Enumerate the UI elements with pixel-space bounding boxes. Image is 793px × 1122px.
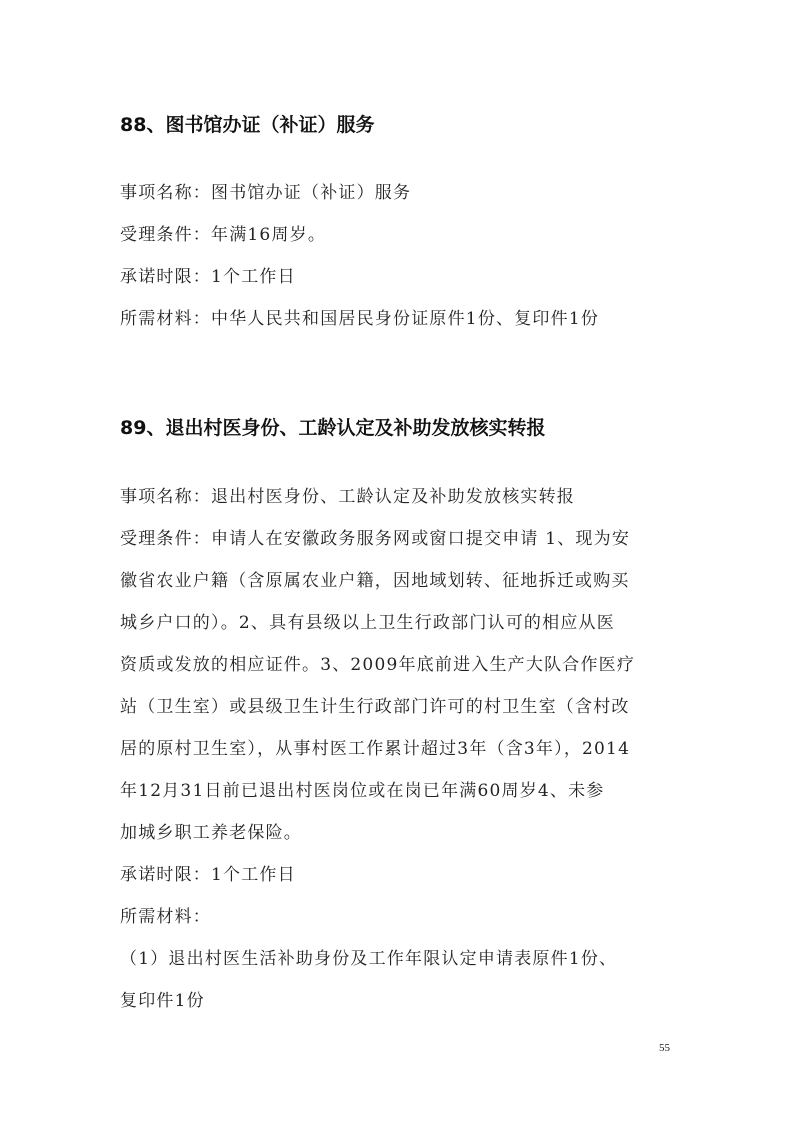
section-89-condition-line-3: 城乡户口的）。2、具有县级以上卫生行政部门认可的相应从医 <box>120 613 615 633</box>
section-89-heading: 89、退出村医身份、工龄认定及补助发放核实转报 <box>120 417 546 439</box>
section-88-item-name: 事项名称：图书馆办证（补证）服务 <box>120 183 412 203</box>
section-89-condition-line-7: 年12月31日前已退出村医岗位或在岗已年满60周岁4、未参 <box>120 781 605 801</box>
section-89-condition-line-4: 资质或发放的相应证件。3、2009年底前进入生产大队合作医疗 <box>120 655 636 675</box>
section-89-condition-line-2: 徽省农业户籍（含原属农业户籍，因地域划转、征地拆迁或购买 <box>120 571 630 591</box>
section-89-condition-line-5: 站（卫生室）或县级卫生计生行政部门许可的村卫生室（含村改 <box>120 697 630 717</box>
section-89-time-limit: 承诺时限：1个工作日 <box>120 865 296 885</box>
section-89-item-name: 事项名称：退出村医身份、工龄认定及补助发放核实转报 <box>120 487 575 507</box>
section-89-condition-line-6: 居的原村卫生室），从事村医工作累计超过3年（含3年），2014 <box>120 739 631 759</box>
section-89-condition-line-8: 加城乡职工养老保险。 <box>120 823 302 843</box>
section-89-condition-line-1: 受理条件：申请人在安徽政务服务网或窗口提交申请 1、现为安 <box>120 529 631 549</box>
section-88-materials: 所需材料：中华人民共和国居民身份证原件1份、复印件1份 <box>120 309 600 329</box>
section-88-heading: 88、图书馆办证（补证）服务 <box>120 114 375 136</box>
section-89-material-1-line-2: 复印件1份 <box>120 991 205 1011</box>
section-89-materials-label: 所需材料： <box>120 907 211 927</box>
section-88-condition: 受理条件：年满16周岁。 <box>120 225 327 245</box>
section-88-time-limit: 承诺时限：1个工作日 <box>120 267 296 287</box>
section-89-material-1-line-1: （1）退出村医生活补助身份及工作年限认定申请表原件1份、 <box>120 949 618 969</box>
page-number: 55 <box>659 1042 670 1054</box>
